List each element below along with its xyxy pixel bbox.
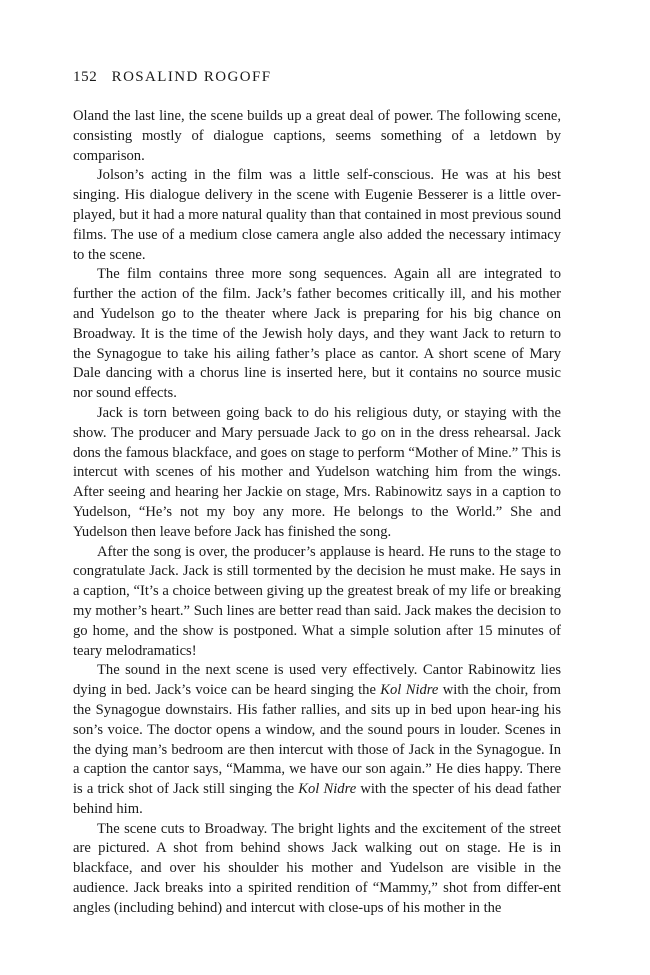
text-run: The scene cuts to Broadway. The bright lights and the excitement of the street are pictured. A shot from behind shows Jack walking out on stage. He is in blackface, and over his shoulder his mother and Yudelson are visible in the audience. Jack breaks into a spirited rendition of “Mammy,” shot from differ-ent angles (including behind) and intercut with close-ups of his mother in the [73, 820, 561, 916]
paragraph [73, 820, 561, 919]
running-head [73, 66, 561, 88]
running-head-author: ROSALIND ROGOFF [111, 69, 272, 85]
italic-title: Kol Nidre [380, 682, 439, 699]
text-run: Oland the last line, the scene builds up a great deal of power. The following scene, consisting mostly of dialogue captions, seems something of a letdown by comparison. [73, 108, 561, 164]
text-run: Jolson’s acting in the film was a little self-conscious. He was at his best singing. His dialogue delivery in the scene with Eugenie Besserer is a little over-played, but it had a more natural quality than that contained in most previous sound films. The use of a medium close camera angle also added the necessary intimacy to the scene. [73, 167, 561, 263]
body-text [73, 107, 561, 919]
text-run: with the specter of his dead father behind him. [73, 781, 561, 817]
text-run: After the song is over, the producer’s applause is heard. He runs to the stage to congratulate Jack. Jack is still tormented by the decision he must make. He says in a caption, “It’s a choice between giving up the greatest break of my life or breaking my mother’s heart.” Such lines are better read than said. Jack makes the decision to go home, and the show is postponed. What a simple solution after 15 minutes of teary melodramatics! [73, 543, 561, 659]
italic-title: Kol Nidre [298, 781, 357, 798]
paragraph [73, 404, 561, 543]
paragraph [73, 661, 561, 819]
book-page [73, 66, 561, 919]
paragraph [73, 107, 561, 166]
paragraph [73, 166, 561, 265]
text-run: The film contains three more song sequences. Again all are integrated to further the action of the film. Jack’s father becomes critically ill, and his mother and Yudelson go to the theater where Jack is preparing for his big chance on Broadway. It is the time of the Jewish holy days, and they want Jack to return to the Synagogue to take his ailing father’s place as cantor. A short scene of Mary Dale dancing with a chorus line is inserted here, but it contains no source music nor sound effects. [73, 266, 561, 402]
text-run: Jack is torn between going back to do his religious duty, or staying with the show. The producer and Mary persuade Jack to go on in the dress rehearsal. Jack dons the famous blackface, and goes on stage to perform “Mother of Mine.” This is intercut with scenes of his mother and Yudelson watching him from the wings. After seeing and hearing her Jackie on stage, Mrs. Rabinowitz says in a caption to Yudelson, “He’s not my boy any more. He belongs to the World.” She and Yudelson then leave before Jack has finished the song. [73, 404, 561, 540]
text-run: with the choir, from the Synagogue downstairs. His father rallies, and sits up in bed upon hear-ing his son’s voice. The doctor opens a window, and the sound pours in louder. Scenes in the dying man’s bedroom are then intercut with those of Jack in the Synagogue. In a caption the cantor says, “Mamma, we have our son again.” He dies happy. There is a trick shot of Jack still singing the [73, 682, 561, 798]
text-run: The sound in the next scene is used very effectively. Cantor Rabinowitz lies dying in bed. Jack’s voice can be heard singing the [73, 662, 561, 699]
page-number: 152 [73, 69, 98, 85]
paragraph [73, 265, 561, 404]
paragraph [73, 543, 561, 662]
